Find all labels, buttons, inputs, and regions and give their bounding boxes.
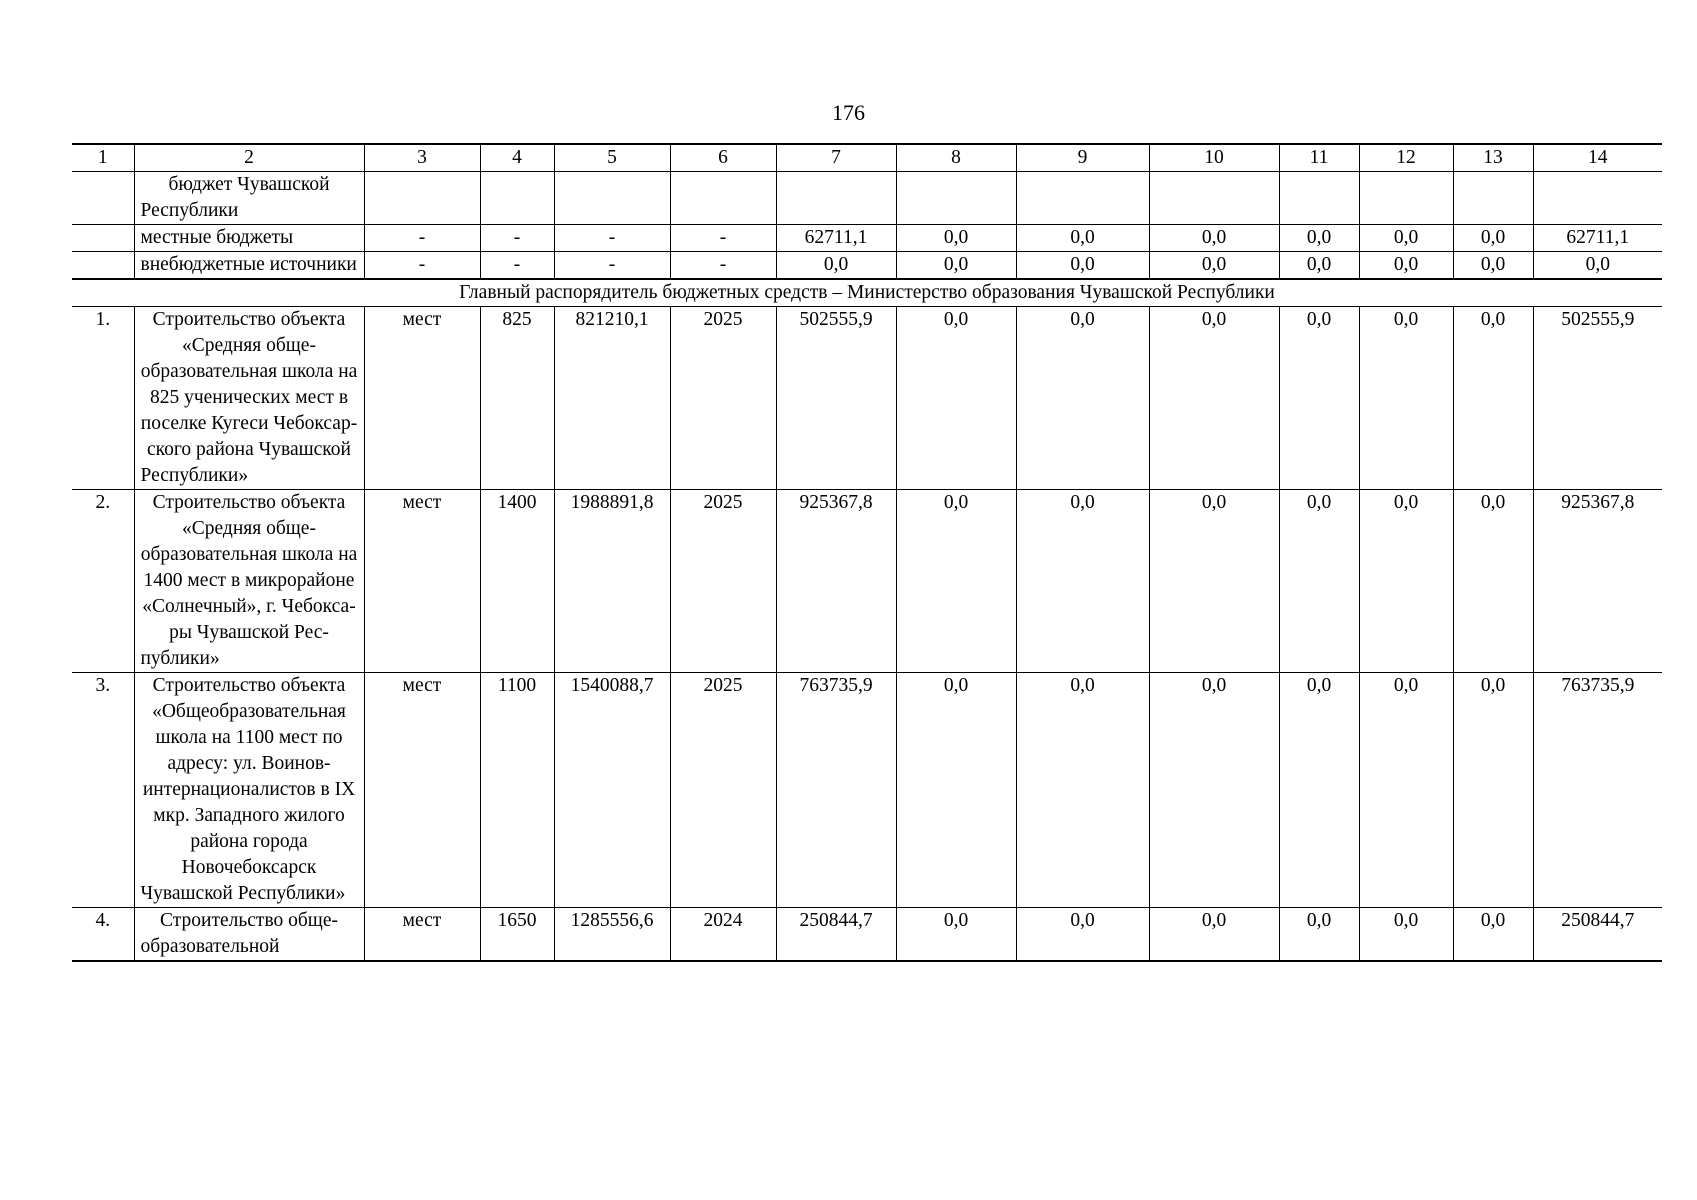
funding-source: местные бюджеты	[134, 225, 364, 252]
value-cell: 0,0	[1453, 252, 1533, 280]
funding-source: бюджет Чувашской Республики	[134, 172, 364, 225]
value-cell: 925367,8	[776, 490, 896, 673]
capacity-cell: 1100	[480, 673, 554, 908]
column-number: 11	[1279, 144, 1359, 172]
value-cell: 0,0	[1453, 908, 1533, 962]
table-row	[72, 252, 1662, 280]
row-number: 3.	[72, 673, 134, 908]
value-cell: 0,0	[896, 673, 1016, 908]
capacity-cell: 825	[480, 307, 554, 490]
row-number	[72, 172, 134, 225]
value-cell: 0,0	[1016, 307, 1149, 490]
unit-cell: мест	[364, 673, 480, 908]
value-cell	[1533, 172, 1662, 225]
value-cell: 925367,8	[1533, 490, 1662, 673]
column-number: 1	[72, 144, 134, 172]
value-cell: 0,0	[776, 252, 896, 280]
capacity-cell: -	[480, 252, 554, 280]
value-cell: 0,0	[1453, 673, 1533, 908]
table-row	[72, 307, 1662, 490]
value-cell: 0,0	[1016, 252, 1149, 280]
year-cell: -	[670, 225, 776, 252]
column-number: 8	[896, 144, 1016, 172]
value-cell: 0,0	[1149, 908, 1279, 962]
cost-cell: -	[554, 252, 670, 280]
value-cell: 0,0	[1016, 673, 1149, 908]
row-number: 2.	[72, 490, 134, 673]
value-cell: 0,0	[1279, 225, 1359, 252]
value-cell: 763735,9	[1533, 673, 1662, 908]
column-number: 12	[1359, 144, 1453, 172]
value-cell: 0,0	[1453, 225, 1533, 252]
value-cell	[1453, 172, 1533, 225]
value-cell: 0,0	[1279, 252, 1359, 280]
row-number	[72, 252, 134, 280]
row-number: 1.	[72, 307, 134, 490]
budget-table	[72, 143, 1662, 962]
value-cell: 0,0	[1016, 225, 1149, 252]
section-row	[72, 279, 1662, 307]
value-cell: 0,0	[1149, 252, 1279, 280]
column-number: 7	[776, 144, 896, 172]
value-cell: 0,0	[1453, 307, 1533, 490]
value-cell: 0,0	[896, 307, 1016, 490]
table-row	[72, 908, 1662, 962]
column-number: 13	[1453, 144, 1533, 172]
capacity-cell: 1650	[480, 908, 554, 962]
year-cell: -	[670, 252, 776, 280]
section-title: Главный распорядитель бюджетных средств – Министерство образования Чувашской Республики	[72, 279, 1662, 307]
column-number: 2	[134, 144, 364, 172]
unit-cell	[364, 172, 480, 225]
value-cell: 0,0	[1149, 307, 1279, 490]
value-cell	[1016, 172, 1149, 225]
value-cell: 0,0	[896, 490, 1016, 673]
year-cell: 2025	[670, 673, 776, 908]
table-row	[72, 673, 1662, 908]
capacity-cell: 1400	[480, 490, 554, 673]
cost-cell: 821210,1	[554, 307, 670, 490]
value-cell: 0,0	[1359, 908, 1453, 962]
value-cell: 0,0	[1359, 673, 1453, 908]
value-cell: 0,0	[1149, 490, 1279, 673]
unit-cell: мест	[364, 307, 480, 490]
value-cell	[1279, 172, 1359, 225]
column-number: 3	[364, 144, 480, 172]
value-cell	[896, 172, 1016, 225]
value-cell: 0,0	[1359, 252, 1453, 280]
table-row	[72, 490, 1662, 673]
value-cell: 0,0	[1016, 908, 1149, 962]
value-cell: 62711,1	[776, 225, 896, 252]
value-cell: 0,0	[1359, 307, 1453, 490]
value-cell: 0,0	[1149, 673, 1279, 908]
project-name: Строительство объекта «Средняя общеобразовательная школа на 825 ученических мест в поселке Кугеси Чебоксарского района Чувашской Республики»	[134, 307, 364, 490]
table-row	[72, 172, 1662, 225]
value-cell: 0,0	[1359, 225, 1453, 252]
value-cell: 0,0	[896, 252, 1016, 280]
value-cell: 0,0	[1279, 307, 1359, 490]
value-cell: 763735,9	[776, 673, 896, 908]
value-cell: 0,0	[896, 908, 1016, 962]
value-cell	[1359, 172, 1453, 225]
cost-cell: 1285556,6	[554, 908, 670, 962]
value-cell	[1149, 172, 1279, 225]
value-cell: 0,0	[1279, 908, 1359, 962]
unit-cell: мест	[364, 490, 480, 673]
table-row	[72, 225, 1662, 252]
value-cell: 62711,1	[1533, 225, 1662, 252]
project-name: Строительство объекта «Общеобразовательная школа на 1100 мест по адресу: ул. Воинов-интернационалистов в IX мкр. Западного жилого района города Новочебоксарск Чувашской Республики»	[134, 673, 364, 908]
project-name: Строительство объекта «Средняя общеобразовательная школа на 1400 мест в микрорайоне «Солнечный», г. Чебоксары Чувашской Республики»	[134, 490, 364, 673]
column-number: 5	[554, 144, 670, 172]
year-cell: 2025	[670, 490, 776, 673]
value-cell: 0,0	[1016, 490, 1149, 673]
value-cell: 0,0	[1453, 490, 1533, 673]
unit-cell: -	[364, 225, 480, 252]
value-cell: 0,0	[1149, 225, 1279, 252]
value-cell: 502555,9	[776, 307, 896, 490]
column-number: 6	[670, 144, 776, 172]
page-number: 176	[832, 100, 865, 125]
value-cell	[776, 172, 896, 225]
year-cell: 2025	[670, 307, 776, 490]
column-number-row	[72, 144, 1662, 172]
column-number: 10	[1149, 144, 1279, 172]
value-cell: 0,0	[1533, 252, 1662, 280]
row-number: 4.	[72, 908, 134, 962]
year-cell: 2024	[670, 908, 776, 962]
column-number: 9	[1016, 144, 1149, 172]
cost-cell	[554, 172, 670, 225]
column-number: 4	[480, 144, 554, 172]
value-cell: 0,0	[1279, 490, 1359, 673]
row-number	[72, 225, 134, 252]
cost-cell: -	[554, 225, 670, 252]
cost-cell: 1988891,8	[554, 490, 670, 673]
cost-cell: 1540088,7	[554, 673, 670, 908]
value-cell: 0,0	[1279, 673, 1359, 908]
year-cell	[670, 172, 776, 225]
funding-source: внебюджетные источники	[134, 252, 364, 280]
value-cell: 250844,7	[776, 908, 896, 962]
project-name: Строительство общеобразовательной	[134, 908, 364, 962]
capacity-cell: -	[480, 225, 554, 252]
value-cell: 0,0	[1359, 490, 1453, 673]
value-cell: 0,0	[896, 225, 1016, 252]
unit-cell: мест	[364, 908, 480, 962]
value-cell: 250844,7	[1533, 908, 1662, 962]
value-cell: 502555,9	[1533, 307, 1662, 490]
unit-cell: -	[364, 252, 480, 280]
column-number: 14	[1533, 144, 1662, 172]
capacity-cell	[480, 172, 554, 225]
